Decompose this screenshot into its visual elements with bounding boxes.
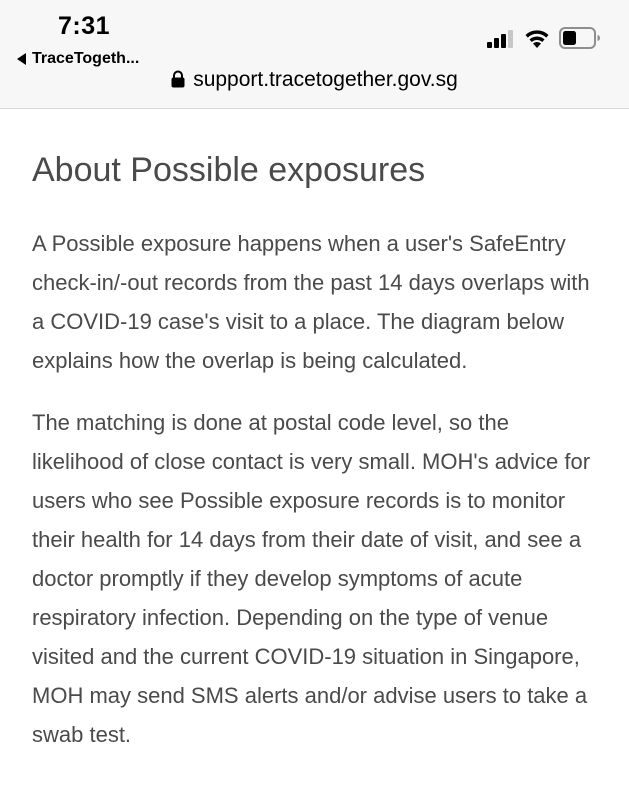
url-bar[interactable] (0, 68, 629, 92)
back-arrow-icon (17, 53, 26, 65)
signal-icon (487, 30, 515, 48)
wifi-icon (524, 27, 550, 49)
battery-icon (559, 27, 601, 49)
status-time: 7:31 (58, 12, 111, 40)
back-to-app-button[interactable] (17, 50, 139, 68)
article-content (32, 108, 602, 754)
paragraph-matching: The matching is done at postal code level, so the likelihood of close contact is very small. MOH's advice for users who see Possible exposure records is to monitor their health for 14 days from their date of visit, and see a doctor promptly if they develop symptoms of acute respiratory infection. Depending on the type of venue visited and the current COVID-19 situation in Singapore, MOH may send SMS alerts and/or advise users to take a swab test. (32, 410, 591, 747)
page-title: About Possible exposures (32, 151, 426, 189)
lock-icon (171, 70, 185, 88)
url-text: support.tracetogether.gov.sg (193, 68, 458, 91)
back-app-label: TraceTogeth... (32, 50, 140, 67)
paragraph-possible-exposure: A Possible exposure happens when a user's SafeEntry check-in/-out records from the past 14 days overlaps with a COVID-19 case's visit to a place. The diagram below explains how the overlap is being calculated. (32, 231, 590, 373)
browser-status-bar (0, 0, 629, 109)
